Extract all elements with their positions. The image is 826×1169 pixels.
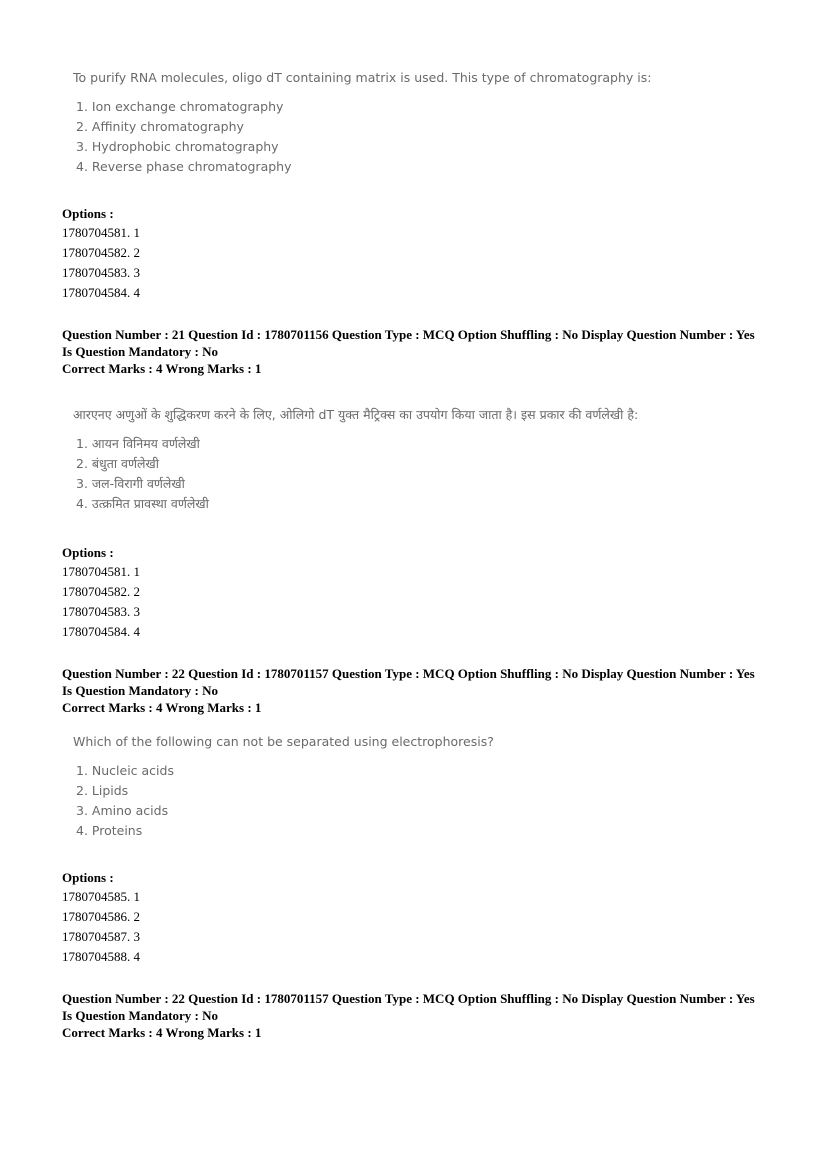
option-id-line: 1780704584. 4 xyxy=(62,624,140,639)
choice-item: 4. उत्क्रमित प्रावस्था वर्णलेखी xyxy=(76,496,209,511)
option-id-line: 1780704581. 1 xyxy=(62,564,140,579)
question-stem: आरएनए अणुओं के शुद्धिकरण करने के लिए, ओलिगो dT युक्त मैट्रिक्स का उपयोग किया जाता है। इस प्रकार की वर्णलेखी है: xyxy=(73,407,639,422)
question-text-block-2 xyxy=(62,405,802,514)
choice-item: 1. Ion exchange chromatography xyxy=(76,99,284,114)
choice-item: 2. Affinity chromatography xyxy=(76,119,244,134)
options-label: Options : xyxy=(62,206,114,221)
option-id-line: 1780704582. 2 xyxy=(62,245,140,260)
options-label: Options : xyxy=(62,545,114,560)
mandatory-line: Is Question Mandatory : No xyxy=(62,344,219,359)
question-stem: To purify RNA molecules, oligo dT containing matrix is used. This type of chromatography is: xyxy=(73,70,652,85)
choice-item: 4. Reverse phase chromatography xyxy=(76,159,292,174)
options-label: Options : xyxy=(62,870,114,885)
marks-line: Correct Marks : 4 Wrong Marks : 1 xyxy=(62,700,262,715)
option-id-line: 1780704587. 3 xyxy=(62,929,140,944)
options-block-3 xyxy=(62,868,802,967)
mandatory-line: Is Question Mandatory : No xyxy=(62,1008,219,1023)
question-meta-line: Question Number : 22 Question Id : 1780701157 Question Type : MCQ Option Shuffling : No Display Question Number : Yes xyxy=(62,666,755,681)
mandatory-line: Is Question Mandatory : No xyxy=(62,683,219,698)
marks-line: Correct Marks : 4 Wrong Marks : 1 xyxy=(62,361,262,376)
choice-item: 1. Nucleic acids xyxy=(76,763,174,778)
option-id-line: 1780704582. 2 xyxy=(62,584,140,599)
question-text-block-1 xyxy=(62,68,802,177)
choice-list xyxy=(62,761,802,841)
marks-line: Correct Marks : 4 Wrong Marks : 1 xyxy=(62,1025,262,1040)
options-block-1 xyxy=(62,204,802,303)
options-block-2 xyxy=(62,543,802,642)
question-meta-next xyxy=(62,990,802,1041)
question-meta-line: Question Number : 22 Question Id : 1780701157 Question Type : MCQ Option Shuffling : No Display Question Number : Yes xyxy=(62,991,755,1006)
choice-item: 2. Lipids xyxy=(76,783,129,798)
question-meta-21 xyxy=(62,326,802,377)
choice-item: 4. Proteins xyxy=(76,823,143,838)
choice-item: 3. जल-विरागी वर्णलेखी xyxy=(76,476,185,491)
option-id-line: 1780704584. 4 xyxy=(62,285,140,300)
question-stem: Which of the following can not be separated using electrophoresis? xyxy=(73,734,494,749)
choice-list xyxy=(62,434,802,514)
option-id-line: 1780704583. 3 xyxy=(62,604,140,619)
question-text-block-3 xyxy=(62,732,802,841)
option-id-line: 1780704581. 1 xyxy=(62,225,140,240)
option-id-line: 1780704585. 1 xyxy=(62,889,140,904)
option-id-line: 1780704583. 3 xyxy=(62,265,140,280)
question-meta-22 xyxy=(62,665,802,716)
question-meta-line: Question Number : 21 Question Id : 1780701156 Question Type : MCQ Option Shuffling : No Display Question Number : Yes xyxy=(62,327,755,342)
option-id-line: 1780704586. 2 xyxy=(62,909,140,924)
option-id-line: 1780704588. 4 xyxy=(62,949,140,964)
choice-item: 3. Amino acids xyxy=(76,803,169,818)
choice-item: 1. आयन विनिमय वर्णलेखी xyxy=(76,436,200,451)
choice-item: 3. Hydrophobic chromatography xyxy=(76,139,279,154)
choice-list xyxy=(62,97,802,177)
choice-item: 2. बंधुता वर्णलेखी xyxy=(76,456,159,471)
